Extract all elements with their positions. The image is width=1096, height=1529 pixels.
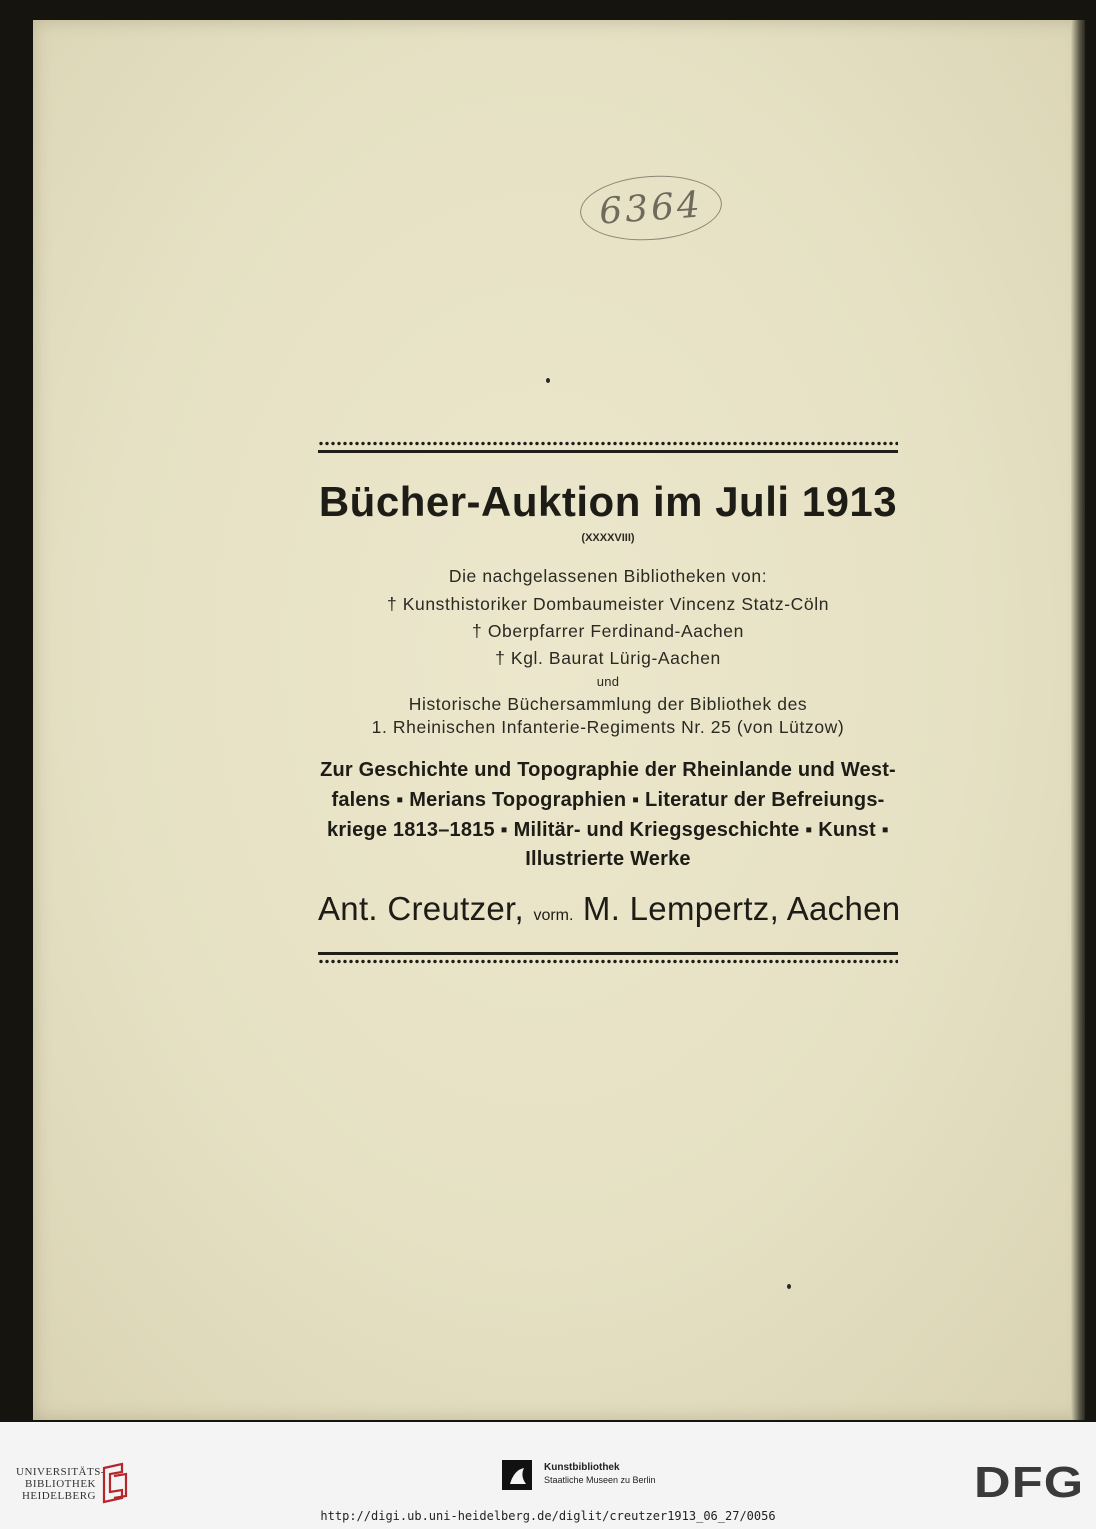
top-ornamental-border — [318, 440, 898, 453]
ub-line: UNIVERSITÄTS- — [16, 1466, 105, 1478]
kb-name: Kunstbibliothek — [544, 1462, 620, 1473]
dotted-line — [318, 440, 898, 447]
conjunction-text: und — [596, 674, 620, 689]
page-title: Bücher-Auktion im Juli 1913 — [318, 478, 898, 525]
subject-line: Zur Geschichte und Topographie der Rheinlande und West- — [320, 759, 896, 781]
kb-subtitle: Staatliche Museen zu Berlin — [544, 1475, 656, 1485]
paper-speck — [787, 1284, 791, 1289]
library-entry: † Oberpfarrer Ferdinand-Aachen — [472, 621, 744, 641]
ub-line: BIBLIOTHEK — [25, 1478, 96, 1490]
publisher-vorm: vorm. — [533, 907, 574, 924]
permalink-url[interactable]: http://digi.ub.uni-heidelberg.de/diglit/creutzer1913_06_27/0056 — [320, 1509, 776, 1523]
publisher-name: Ant. Creutzer, — [318, 890, 524, 927]
subject-line: kriege 1813–1815 ▪ Militär- und Kriegsgeschichte ▪ Kunst ▪ — [327, 819, 889, 841]
subject-line: falens ▪ Merians Topographien ▪ Literatur der Befreiungs- — [331, 789, 885, 811]
bottom-ornamental-border — [318, 952, 898, 965]
page-edge-shadow — [1071, 20, 1085, 1420]
collection-line: Historische Büchersammlung der Bibliothek des — [408, 694, 808, 714]
dotted-line — [318, 958, 898, 965]
ub-heidelberg-logo-icon[interactable] — [100, 1462, 130, 1506]
paper-speck — [546, 378, 550, 383]
ub-heidelberg-wordmark[interactable] — [16, 1466, 105, 1502]
dfg-logo[interactable]: DFG — [974, 1458, 1085, 1507]
library-entry: † Kunsthistoriker Dombaumeister Vincenz Statz-Cöln — [386, 594, 830, 614]
kunstbibliothek-logo-icon[interactable] — [502, 1460, 532, 1490]
publisher-predecessor: M. Lempertz, Aachen — [582, 890, 901, 927]
kunstbibliothek-wordmark[interactable] — [544, 1462, 656, 1486]
solid-rule — [318, 450, 898, 453]
intro-text: Die nachgelassenen Bibliotheken von: — [448, 566, 768, 586]
solid-rule — [318, 952, 898, 955]
publisher-line — [318, 890, 901, 928]
library-entry: † Kgl. Baurat Lürig-Aachen — [495, 648, 721, 668]
handwritten-inventory-number: 6364 — [578, 171, 724, 245]
ub-line: HEIDELBERG — [21, 1490, 96, 1502]
subject-line: Illustrierte Werke — [525, 848, 691, 870]
collection-line: 1. Rheinischen Infanterie-Regiments Nr. 25 (von Lützow) — [371, 717, 845, 737]
catalogue-number: (XXXXVIII) — [581, 532, 635, 544]
